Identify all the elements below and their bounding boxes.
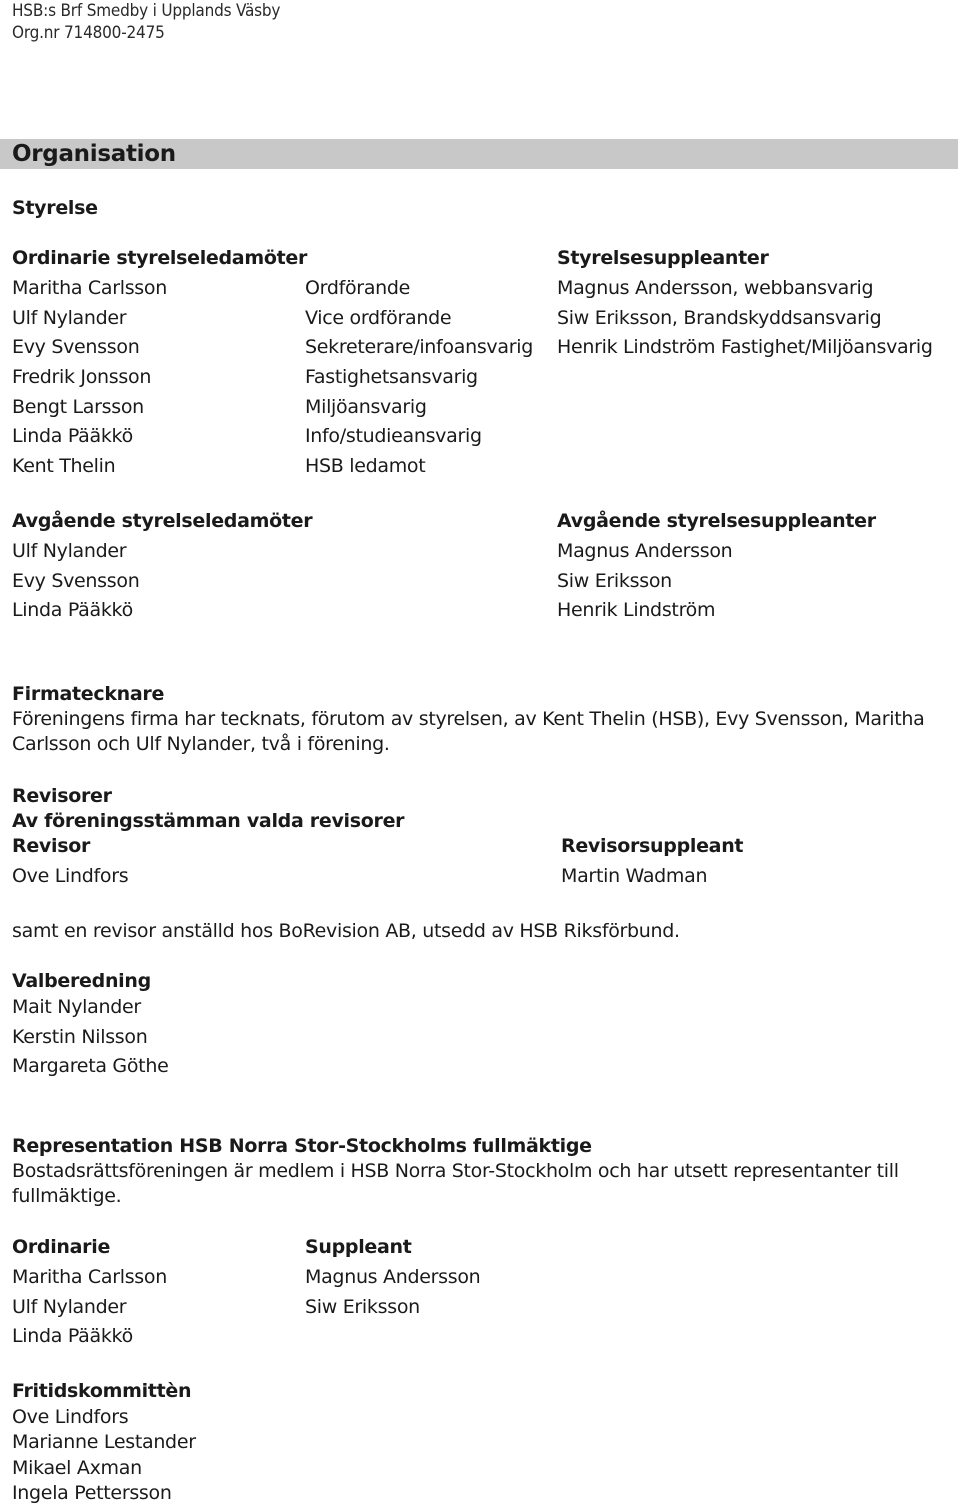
- list-item: Marianne Lestander: [12, 1431, 196, 1454]
- valberedning-heading: Valberedning: [12, 970, 151, 992]
- list-item: Miljöansvarig: [305, 395, 427, 418]
- revisorer-heading: Revisorer: [12, 785, 112, 807]
- list-item: Magnus Andersson: [557, 540, 733, 562]
- list-item: Magnus Andersson, webbansvarig: [557, 277, 874, 299]
- ordinarie-roles-list: [305, 277, 533, 485]
- list-item: Mait Nylander: [12, 996, 141, 1018]
- list-item: Magnus Andersson: [305, 1266, 481, 1288]
- document-header-orgnr: Org.nr 714800-2475: [12, 23, 165, 43]
- list-item: Siw Eriksson, Brandskyddsansvarig: [557, 306, 882, 329]
- list-item: Bengt Larsson: [12, 395, 144, 418]
- list-item: Kent Thelin: [12, 455, 116, 478]
- revisor-note: samt en revisor anställd hos BoRevision AB, utsedd av HSB Riksförbund.: [12, 920, 680, 942]
- list-item: Linda Pääkkö: [12, 425, 133, 448]
- list-item: Maritha Carlsson: [12, 277, 167, 299]
- revisorsuppleant-label: Revisorsuppleant: [561, 835, 744, 857]
- suppleanter-list: [557, 277, 933, 366]
- firmatecknare-heading: Firmatecknare: [12, 683, 165, 705]
- list-item: Evy Svensson: [12, 336, 140, 359]
- list-item: Henrik Lindström: [557, 599, 716, 622]
- revisorer-subheading: Av föreningsstämman valda revisorer: [12, 810, 405, 832]
- list-item: Ingela Pettersson: [12, 1482, 172, 1505]
- list-item: Ordförande: [305, 277, 411, 299]
- revisor-name: Ove Lindfors: [12, 865, 129, 887]
- fritid-heading: Fritidskommittèn: [12, 1380, 192, 1402]
- representation-suppleant-list: [305, 1266, 480, 1325]
- list-item: Evy Svensson: [12, 569, 140, 592]
- list-item: Vice ordförande: [305, 306, 452, 329]
- list-item: Info/studieansvarig: [305, 425, 482, 448]
- styrelse-heading: Styrelse: [12, 197, 98, 219]
- list-item: Maritha Carlsson: [12, 1266, 167, 1288]
- list-item: Siw Eriksson: [305, 1295, 420, 1318]
- list-item: Ove Lindfors: [12, 1406, 129, 1428]
- firmatecknare-text: Föreningens firma har tecknats, förutom av styrelsen, av Kent Thelin (HSB), Evy Svensson, Maritha Carlsson och Ulf Nylander, två i förening.: [12, 708, 925, 755]
- representation-ordinarie-label: Ordinarie: [12, 1236, 111, 1258]
- revisorsuppleant-name: Martin Wadman: [561, 865, 708, 887]
- list-item: Kerstin Nilsson: [12, 1025, 148, 1048]
- representation-text: Bostadsrättsföreningen är medlem i HSB Norra Stor-Stockholm och har utsett representanter till fullmäktige.: [12, 1160, 899, 1207]
- list-item: Margareta Göthe: [12, 1055, 169, 1078]
- list-item: Linda Pääkkö: [12, 599, 133, 622]
- list-item: Sekreterare/infoansvarig: [305, 336, 533, 359]
- ordinarie-heading: Ordinarie styrelseledamöter: [12, 247, 308, 269]
- representation-heading: Representation HSB Norra Stor-Stockholms fullmäktige: [12, 1135, 592, 1157]
- list-item: HSB ledamot: [305, 455, 426, 478]
- list-item: Ulf Nylander: [12, 540, 127, 562]
- list-item: Linda Pääkkö: [12, 1325, 133, 1348]
- list-item: Ulf Nylander: [12, 1295, 127, 1318]
- avgaende-suppleanter-list: [557, 540, 732, 629]
- avgaende-ledamoter-list: [12, 540, 139, 629]
- list-item: Fredrik Jonsson: [12, 366, 152, 389]
- revisor-label: Revisor: [12, 835, 91, 857]
- ordinarie-names-list: [12, 277, 167, 485]
- list-item: Fastighetsansvarig: [305, 366, 478, 389]
- valberedning-list: [12, 996, 168, 1085]
- fritid-list: [12, 1406, 196, 1508]
- list-item: Siw Eriksson: [557, 569, 672, 592]
- suppleanter-heading: Styrelsesuppleanter: [557, 247, 769, 269]
- avgaende-suppleanter-heading: Avgående styrelsesuppleanter: [557, 510, 876, 532]
- representation-ordinarie-list: [12, 1266, 167, 1355]
- list-item: Ulf Nylander: [12, 306, 127, 329]
- list-item: Henrik Lindström Fastighet/Miljöansvarig: [557, 336, 933, 359]
- avgaende-ledamoter-heading: Avgående styrelseledamöter: [12, 510, 313, 532]
- section-title: Organisation: [12, 141, 176, 167]
- list-item: Mikael Axman: [12, 1456, 142, 1479]
- document-header-name: HSB:s Brf Smedby i Upplands Väsby: [12, 1, 281, 21]
- representation-suppleant-label: Suppleant: [305, 1236, 412, 1258]
